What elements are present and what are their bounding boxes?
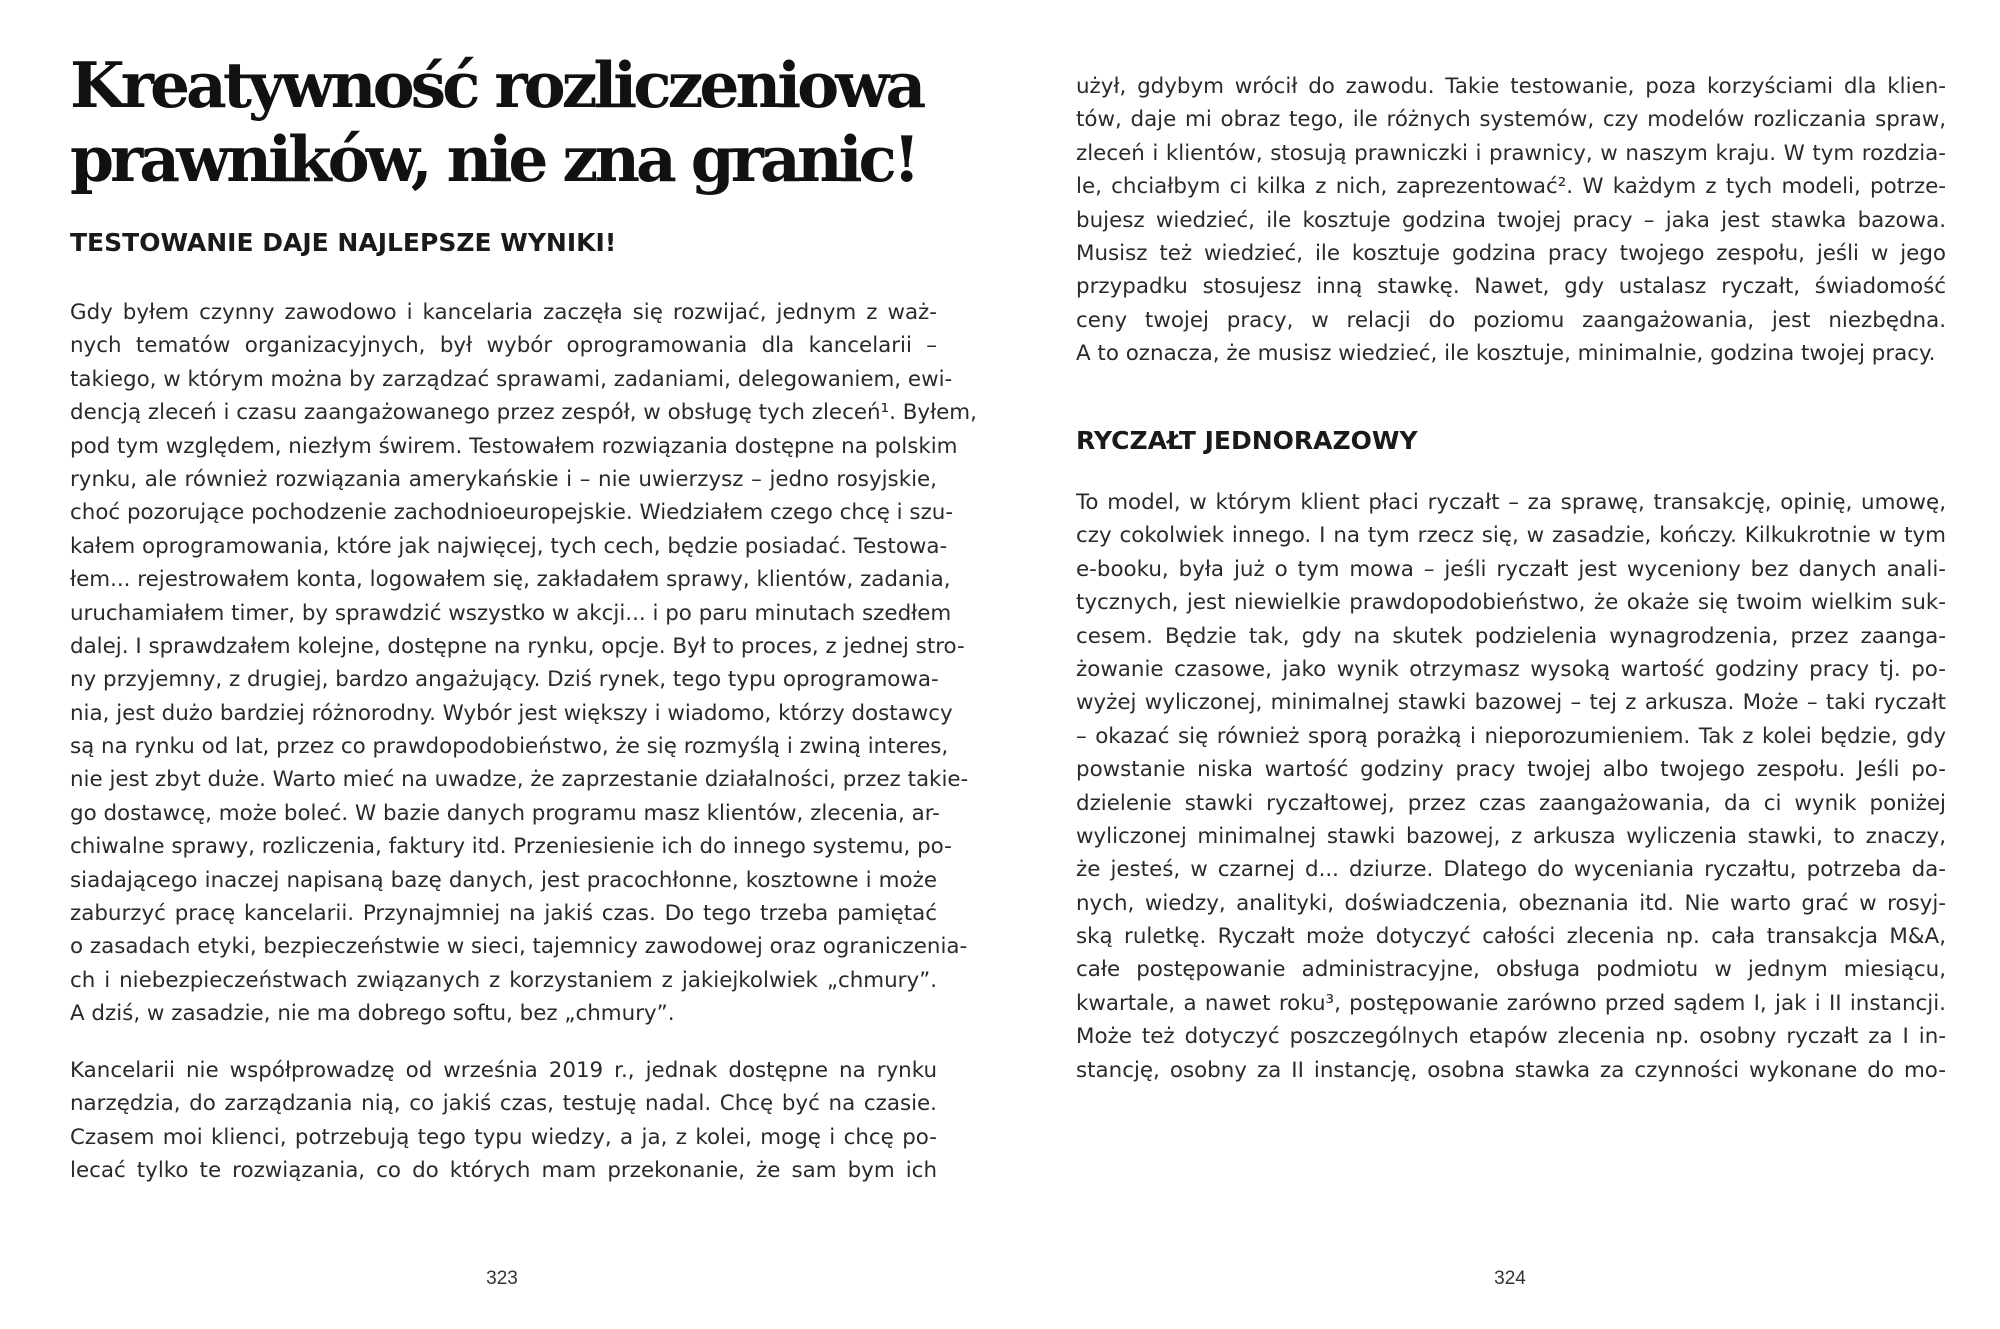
text-line: stancję, osobny za II instancję, osobna stawka za czynności wykonane do mo-	[1076, 1057, 1946, 1083]
text-line: nie jest zbyt duże. Warto mieć na uwadze, że zaprzestanie działalności, przez takie-	[70, 767, 969, 793]
text-line: powstanie niska wartość godziny pracy twojej albo twojego zespołu. Jeśli po-	[1076, 757, 1946, 783]
text-line: A dziś, w zasadzie, nie ma dobrego softu, bez „chmury”.	[70, 1001, 675, 1027]
text-line: ny przyjemny, z drugiej, bardzo angażujący. Dziś rynek, tego typu oprogramowa-	[70, 667, 939, 693]
text-line: chiwalne sprawy, rozliczenia, faktury itd. Przeniesienie ich do innego systemu, po-	[70, 834, 952, 860]
text-line: użył, gdybym wrócił do zawodu. Takie testowanie, poza korzyściami dla klien-	[1076, 74, 1946, 99]
text-line: zaburzyć pracę kancelarii. Przynajmniej na jakiś czas. Do tego trzeba pamiętać	[70, 901, 937, 927]
right-paragraph-2	[1076, 486, 1946, 1087]
text-line: ceny twojej pracy, w relacji do poziomu zaangażowania, jest niezbędna.	[1076, 307, 1946, 333]
text-line: bujesz wiedzieć, ile kosztuje godzina twojej pracy – jaka jest stawka bazowa.	[1076, 207, 1946, 233]
chapter-title: Kreatywność rozliczeniowa prawników, nie zna granic!	[70, 48, 923, 196]
right-page	[1000, 0, 2000, 1329]
text-line: choć pozorujące pochodzenie zachodnioeuropejskie. Wiedziałem czego chcę i szu-	[70, 500, 954, 526]
text-line: lecać tylko te rozwiązania, co do których mam przekonanie, że sam bym ich	[70, 1158, 937, 1184]
text-line: pod tym względem, niezłym świrem. Testowałem rozwiązania dostępne na polskim	[70, 433, 958, 459]
text-line: – okazać się również sporą porażką i nieporozumieniem. Tak z kolei będzie, gdy	[1076, 723, 1946, 749]
text-line: dzielenie stawki ryczałtowej, przez czas zaangażowania, da ci wynik poniżej	[1076, 790, 1946, 816]
text-line: To model, w którym klient płaci ryczałt – za sprawę, transakcję, opinię, umowę,	[1076, 490, 1946, 515]
section-heading-lump-sum: RYCZAŁT JEDNORAZOWY	[1076, 426, 1418, 455]
page-number: 324	[1494, 1268, 1526, 1289]
text-line: tów, daje mi obraz tego, ile różnych systemów, czy modelów rozliczania spraw,	[1076, 107, 1946, 133]
page-number: 323	[486, 1268, 518, 1289]
left-paragraph-2	[70, 1054, 937, 1188]
text-line: żowanie czasowe, jako wynik otrzymasz wysoką wartość godziny pracy tj. po-	[1076, 656, 1946, 682]
text-line: zleceń i klientów, stosują prawniczki i prawnicy, w naszym kraju. W tym rozdzia-	[1076, 140, 1946, 166]
text-line: dencją zleceń i czasu zaangażowanego przez zespół, w obsługę tych zleceń¹. Byłem,	[70, 400, 977, 426]
text-line: kałem oprogramowania, które jak najwięcej, tych cech, będzie posiadać. Testowa-	[70, 533, 948, 559]
text-line: dalej. I sprawdzałem kolejne, dostępne na rynku, opcje. Był to proces, z jednej stro-	[70, 633, 965, 659]
text-line: e-booku, była już o tym mowa – jeśli ryczałt jest wyceniony bez danych anali-	[1076, 556, 1946, 582]
section-heading-testing: TESTOWANIE DAJE NAJLEPSZE WYNIKI!	[70, 228, 617, 257]
text-line: są na rynku od lat, przez co prawdopodobieństwo, że się rozmyślą i zwiną interes,	[70, 734, 949, 760]
text-line: takiego, w którym można by zarządzać sprawami, zadaniami, delegowaniem, ewi-	[70, 366, 953, 392]
text-line: le, chciałbym ci kilka z nich, zaprezentować². W każdym z tych modeli, potrze-	[1076, 174, 1946, 200]
text-line: Gdy byłem czynny zawodowo i kancelaria zaczęła się rozwijać, jednym z waż-	[70, 300, 937, 325]
text-line: Czasem moi klienci, potrzebują tego typu wiedzy, a ja, z kolei, mogę i chcę po-	[70, 1124, 937, 1150]
text-line: uruchamiałem timer, by sprawdzić wszystko w akcji... i po paru minutach szedłem	[70, 600, 952, 626]
right-paragraph-1	[1076, 70, 1946, 371]
text-line: przypadku stosujesz inną stawkę. Nawet, gdy ustalasz ryczałt, świadomość	[1076, 274, 1946, 300]
text-line: łem... rejestrowałem konta, logowałem się, zakładałem sprawy, klientów, zadania,	[70, 567, 951, 593]
text-line: go dostawcę, może boleć. W bazie danych programu masz klientów, zlecenia, ar-	[70, 800, 940, 826]
text-line: narzędzia, do zarządzania nią, co jakiś czas, testuję nadal. Chcę być na czasie.	[70, 1091, 937, 1117]
text-line: tycznych, jest niewielkie prawdopodobieństwo, że okaże się twoim wielkim suk-	[1076, 590, 1946, 616]
text-line: Może też dotyczyć poszczególnych etapów zlecenia np. osobny ryczałt za I in-	[1076, 1024, 1946, 1050]
text-line: czy cokolwiek innego. I na tym rzecz się, w zasadzie, kończy. Kilkukrotnie w tym	[1076, 523, 1946, 549]
text-line: że jesteś, w czarnej d... dziurze. Dlatego do wyceniania ryczałtu, potrzeba da-	[1076, 857, 1946, 883]
left-paragraph-1	[70, 296, 977, 1031]
text-line: nych, wiedzy, analityki, doświadczenia, obeznania itd. Nie warto grać w rosyj-	[1076, 890, 1946, 916]
text-line: ch i niebezpieczeństwach związanych z korzystaniem z jakiejkolwiek „chmury”.	[70, 967, 937, 993]
text-line: ską ruletkę. Ryczałt może dotyczyć całości zlecenia np. cała transakcja M&A,	[1076, 924, 1946, 950]
text-line: siadającego inaczej napisaną bazę danych, jest pracochłonne, kosztowne i może	[70, 867, 937, 893]
text-line: A to oznacza, że musisz wiedzieć, ile kosztuje, minimalnie, godzina twojej pracy.	[1076, 341, 1936, 367]
text-line: całe postępowanie administracyjne, obsługa podmiotu w jednym miesiącu,	[1076, 957, 1946, 983]
text-line: rynku, ale również rozwiązania amerykańskie i – nie uwierzysz – jedno rosyjskie,	[70, 466, 937, 492]
text-line: cesem. Będzie tak, gdy na skutek podzielenia wynagrodzenia, przez zaanga-	[1076, 623, 1946, 649]
text-line: wyliczonej minimalnej stawki bazowej, z arkusza wyliczenia stawki, to znaczy,	[1076, 823, 1946, 849]
text-line: o zasadach etyki, bezpieczeństwie w sieci, tajemnicy zawodowej oraz ograniczenia-	[70, 934, 968, 960]
text-line: nych tematów organizacyjnych, był wybór oprogramowania dla kancelarii –	[70, 333, 937, 359]
text-line: Musisz też wiedzieć, ile kosztuje godzina pracy twojego zespołu, jeśli w jego	[1076, 240, 1946, 266]
text-line: nia, jest dużo bardziej różnorodny. Wybór jest większy i wiadomo, którzy dostawcy	[70, 700, 953, 726]
text-line: kwartale, a nawet roku³, postępowanie zarówno przed sądem I, jak i II instancji.	[1076, 990, 1946, 1016]
text-line: wyżej wyliczonej, minimalnej stawki bazowej – tej z arkusza. Może – taki ryczałt	[1076, 690, 1946, 716]
text-line: Kancelarii nie współprowadzę od września 2019 r., jednak dostępne na rynku	[70, 1058, 937, 1083]
